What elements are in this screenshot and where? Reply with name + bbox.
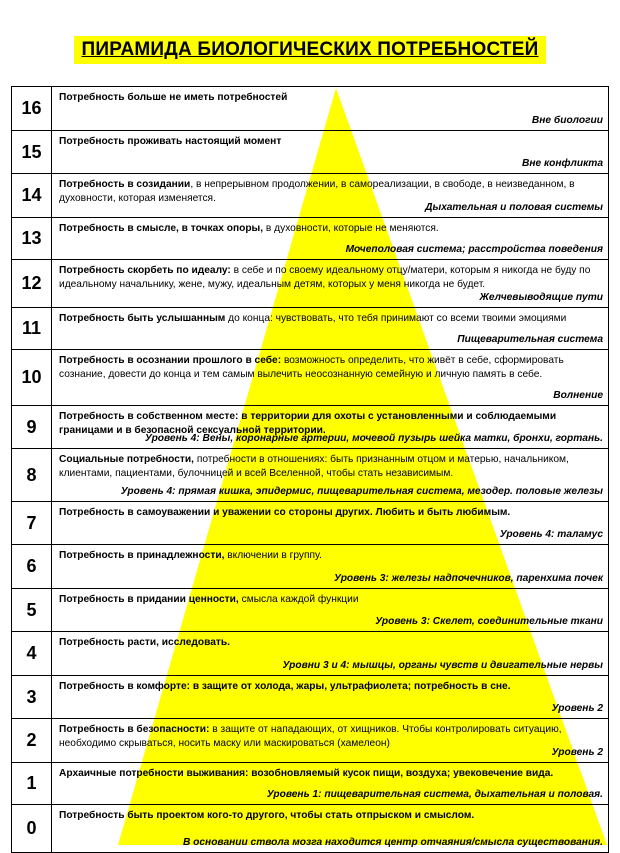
need-row — [12, 719, 609, 763]
need-cell — [52, 406, 608, 448]
need-cell — [52, 545, 608, 588]
level-number: 5 — [12, 589, 52, 631]
need-description — [59, 723, 602, 751]
body-system-label: Уровень 1: пищеварительная система, дыхательная и половая. — [266, 789, 603, 800]
need-row — [12, 308, 609, 350]
level-number: 6 — [12, 545, 52, 588]
title-container — [0, 36, 620, 64]
need-row — [12, 805, 609, 853]
need-description — [59, 135, 602, 149]
need-description — [59, 680, 602, 694]
level-number: 16 — [12, 87, 52, 130]
need-description — [59, 453, 602, 481]
need-title: Потребность проживать настоящий момент — [59, 136, 282, 147]
need-cell — [52, 502, 608, 544]
level-number: 13 — [12, 218, 52, 259]
need-description — [59, 312, 602, 326]
need-cell — [52, 589, 608, 631]
body-system-label: Вне конфликта — [521, 158, 603, 169]
need-title: Потребность быть проектом кого-то другого, чтобы стать отпрыском и смыслом. — [59, 810, 475, 821]
level-number: 15 — [12, 131, 52, 173]
need-title: Потребность скорбеть по идеалу: — [59, 265, 231, 276]
need-title: Потребность в собственном месте: в территории для охоты с установленными и соблюдаемыми границами и в безопасной сексуальной территории. — [59, 411, 559, 436]
need-description — [59, 593, 602, 607]
need-title: Потребность в комфорте: в защите от холода, жары, ультрафиолета; потребность в сне. — [59, 681, 511, 692]
need-description — [59, 549, 602, 563]
need-title: Архаичные потребности выживания: возобновляемый кусок пищи, воздуха; увековечение вида. — [59, 768, 554, 779]
body-system-label: Уровень 2 — [551, 703, 603, 714]
need-detail: смысла каждой функции — [238, 594, 359, 605]
need-row — [12, 406, 609, 449]
need-row — [12, 502, 609, 545]
need-row — [12, 131, 609, 174]
need-description — [59, 354, 602, 382]
body-system-label: Дыхательная и половая системы — [425, 202, 603, 213]
need-title: Потребность в безопасности: — [59, 724, 210, 735]
need-title: Потребность в придании ценности, — [59, 594, 239, 605]
body-system-label: Желчевыводящие пути — [479, 292, 603, 303]
need-cell — [52, 174, 608, 217]
need-cell — [52, 805, 608, 852]
need-description — [59, 91, 602, 105]
need-description — [59, 264, 602, 292]
need-row — [12, 763, 609, 805]
level-number: 10 — [12, 350, 52, 405]
body-system-label: Вне биологии — [531, 115, 603, 126]
level-number: 3 — [12, 676, 52, 718]
body-system-label: Уровень 4: Вены, коронарные артерии, мочевой пузырь шейка матки, бронхи, гортань. — [144, 433, 603, 444]
need-title: Потребность в созидании — [59, 179, 191, 190]
need-detail: , в непрерывном продолжении, в самореализации, в свободе, в неизведанном, в духовности, которая изменяется. — [59, 179, 578, 204]
level-number: 11 — [12, 308, 52, 349]
need-detail: в себе и по своему идеальному отцу/матери, которым я никогда не буду по идеальному начальнику, жене, мужу, идеальным детям, которых у меня никогда не будет. — [59, 265, 594, 290]
need-cell — [52, 763, 608, 804]
need-cell — [52, 676, 608, 718]
body-system-label: Пищеварительная система — [457, 334, 603, 345]
need-cell — [52, 308, 608, 349]
need-cell — [52, 131, 608, 173]
need-description — [59, 506, 602, 520]
need-row — [12, 676, 609, 719]
need-description — [59, 809, 602, 823]
need-row — [12, 218, 609, 260]
need-cell — [52, 719, 608, 762]
need-description — [59, 636, 602, 650]
need-row — [12, 350, 609, 406]
body-system-label: Волнение — [553, 390, 603, 401]
need-cell — [52, 87, 608, 130]
page-title: ПИРАМИДА БИОЛОГИЧЕСКИХ ПОТРЕБНОСТЕЙ — [74, 36, 547, 64]
need-title: Потребность в смысле, в точках опоры, — [59, 223, 264, 234]
need-title: Потребность больше не иметь потребностей — [59, 92, 288, 103]
level-number: 1 — [12, 763, 52, 804]
need-detail: включении в группу. — [224, 550, 322, 561]
body-system-label: Уровень 3: Скелет, соединительные ткани — [375, 616, 603, 627]
need-title: Потребность в самоуважении и уважении со стороны других. Любить и быть любимым. — [59, 507, 511, 518]
level-number: 7 — [12, 502, 52, 544]
need-row — [12, 632, 609, 676]
level-number: 14 — [12, 174, 52, 217]
need-description — [59, 222, 602, 236]
need-row — [12, 174, 609, 218]
need-cell — [52, 449, 608, 501]
need-detail: потребности в отношениях: быть признанным отцом и матерью, начальником, клиентами, пациентами, булочницей и всей Вселенной, чтобы стать независимым. — [59, 454, 572, 479]
need-row — [12, 449, 609, 502]
needs-table — [11, 86, 609, 853]
need-title: Потребность в принадлежности, — [59, 550, 225, 561]
need-title: Социальные потребности, — [59, 454, 195, 465]
need-row — [12, 87, 609, 131]
need-detail: до конца: чувствовать, что тебя принимают со всеми твоими эмоциями — [225, 313, 567, 324]
level-number: 12 — [12, 260, 52, 307]
level-number: 0 — [12, 805, 52, 852]
body-system-label: В основании ствола мозга находится центр отчаяния/смысла существования. — [182, 837, 603, 848]
level-number: 4 — [12, 632, 52, 675]
need-title: Потребность расти, исследовать. — [59, 637, 230, 648]
level-number: 9 — [12, 406, 52, 448]
body-system-label: Уровень 2 — [551, 747, 603, 758]
body-system-label: Мочеполовая система; расстройства поведения — [345, 244, 603, 255]
need-detail: в защите от нападающих, от хищников. Чтобы контролировать ситуацию, необходимо скрываться, носить маску или маскироваться (хамелеон) — [59, 724, 565, 749]
need-detail: в духовности, которые не меняются. — [263, 223, 439, 234]
body-system-label: Уровень 4: таламус — [499, 529, 603, 540]
need-cell — [52, 260, 608, 307]
body-system-label: Уровень 4: прямая кишка, эпидермис, пищеварительная система, мезодер. половые железы — [120, 486, 603, 497]
level-number: 8 — [12, 449, 52, 501]
need-row — [12, 589, 609, 632]
need-cell — [52, 218, 608, 259]
need-cell — [52, 350, 608, 405]
need-cell — [52, 632, 608, 675]
need-row — [12, 545, 609, 589]
need-title: Потребность в осознании прошлого в себе: — [59, 355, 282, 366]
need-title: Потребность быть услышанным — [59, 313, 226, 324]
need-row — [12, 260, 609, 308]
need-detail: возможность определить, что живёт в себе, сформировать сознание, довести до конца и тем самым вылечить неосознанную семейную и личную память в себе. — [59, 355, 567, 380]
need-description — [59, 767, 602, 781]
body-system-label: Уровни 3 и 4: мышцы, органы чувств и двигательные нервы — [282, 660, 603, 671]
body-system-label: Уровень 3: железы надпочечников, паренхима почек — [334, 573, 603, 584]
level-number: 2 — [12, 719, 52, 762]
